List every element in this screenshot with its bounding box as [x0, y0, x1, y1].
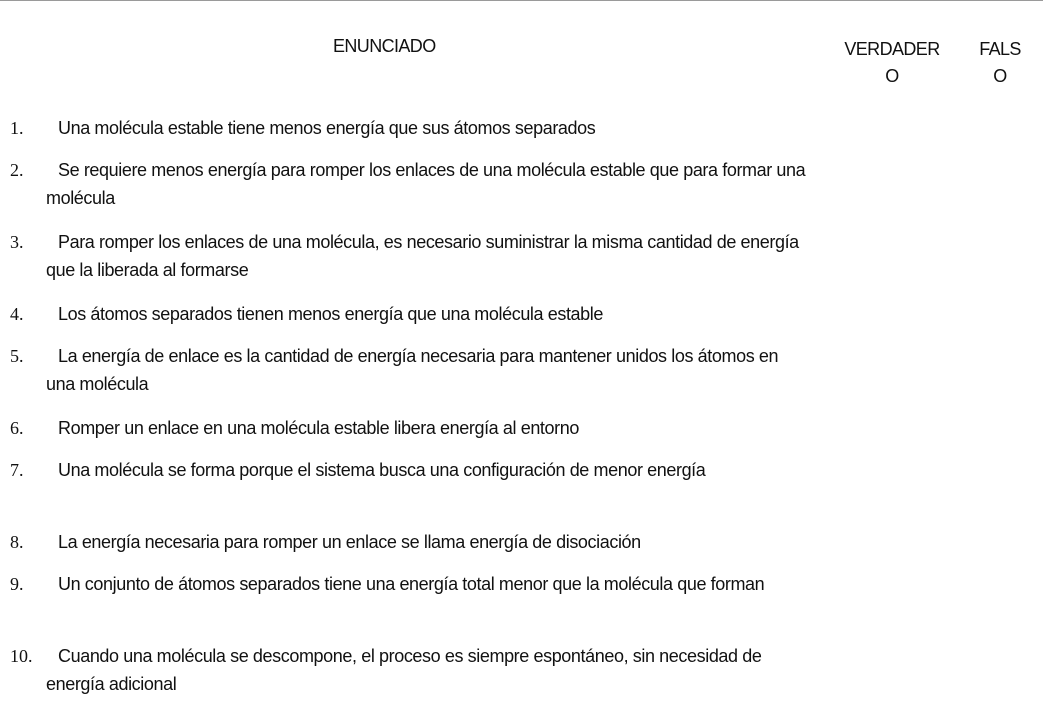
item-number: 8.	[10, 532, 24, 552]
item-number: 5.	[10, 346, 24, 366]
item-text: La energía necesaria para romper un enlace se llama energía de disociación	[58, 532, 641, 552]
item-number: 10.	[10, 646, 33, 666]
item-text: Una molécula estable tiene menos energía que sus átomos separados	[58, 118, 596, 138]
item-text: Romper un enlace en una molécula estable libera energía al entorno	[58, 418, 579, 438]
item-number: 1.	[10, 118, 24, 138]
header-statement: ENUNCIADO	[333, 36, 436, 56]
item-text: Cuando una molécula se descompone, el proceso es siempre espontáneo, sin necesidad de energía adicional	[46, 646, 762, 694]
item-text: Para romper los enlaces de una molécula, es necesario suministrar la misma cantidad de energía que la liberada al formarse	[46, 232, 799, 280]
top-border	[0, 0, 1043, 1]
item-text: Una molécula se forma porque el sistema busca una configuración de menor energía	[58, 460, 706, 480]
item-number: 3.	[10, 232, 24, 252]
header-false: FALSO	[979, 39, 1021, 86]
item-number: 7.	[10, 460, 24, 480]
item-text: Un conjunto de átomos separados tiene una energía total menor que la molécula que forman	[58, 574, 765, 594]
item-number: 4.	[10, 304, 24, 324]
item-number: 6.	[10, 418, 24, 438]
item-number: 2.	[10, 160, 24, 180]
item-number: 9.	[10, 574, 24, 594]
item-text: La energía de enlace es la cantidad de energía necesaria para mantener unidos los átomos en una molécula	[46, 346, 779, 394]
item-text: Se requiere menos energía para romper los enlaces de una molécula estable que para formar una molécula	[46, 160, 806, 208]
item-text: Los átomos separados tienen menos energía que una molécula estable	[58, 304, 603, 324]
header-true: VERDADERO	[844, 39, 940, 86]
